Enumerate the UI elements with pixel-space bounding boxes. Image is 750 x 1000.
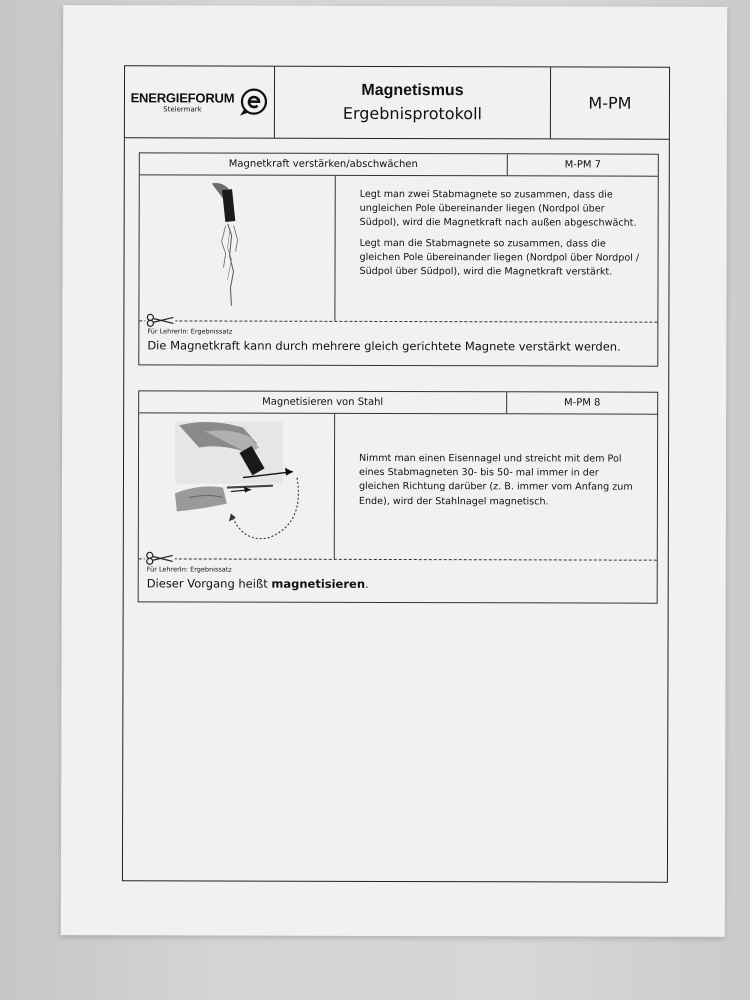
- page-title: Magnetismus: [361, 81, 464, 100]
- protocol-header: [125, 66, 669, 139]
- magnetizing-nail-image: [139, 413, 335, 559]
- card-explanation: [335, 414, 657, 560]
- logo-sub-text: Steiermark: [163, 104, 202, 113]
- result-sentence: Die Magnetkraft kann durch mehrere gleich gerichtete Magnete verstärkt werden.: [147, 338, 621, 354]
- explanation-paragraph: Nimmt man einen Eisennagel und streicht mit dem Pol eines Stabmagneten 30- bis 50- mal immer in der gleichen Richtung darüber (z. B. immer vom Anfang zum Ende), wird der Stahlnagel magnetisch.: [358, 452, 633, 507]
- card-magnetisieren: [138, 390, 659, 603]
- scissors-icon: [145, 551, 175, 565]
- card-header: [140, 153, 658, 176]
- page-subtitle: Ergebnisprotokoll: [342, 103, 483, 124]
- card-body: [139, 175, 657, 321]
- card-code: M-PM 7: [564, 159, 602, 171]
- card-magnetkraft: [138, 152, 659, 366]
- protocol-code: M-PM: [588, 93, 632, 113]
- result-keyword: magnetisieren: [271, 576, 366, 591]
- teacher-note: Für LehrerIn: Ergebnissatz: [147, 327, 233, 336]
- title-cell: [275, 67, 551, 139]
- scissors-icon: [145, 313, 175, 327]
- card-title: Magnetkraft verstärken/abschwächen: [140, 153, 508, 175]
- protocol-frame: [122, 65, 670, 882]
- teacher-note: Für LehrerIn: Ergebnissatz: [146, 565, 232, 574]
- result-suffix: .: [365, 576, 369, 591]
- result-prefix: Dieser Vorgang heißt: [146, 576, 272, 591]
- logo-main-text: ENERGIEFORUM: [130, 89, 235, 106]
- magnet-photo: [139, 175, 335, 321]
- paper-sheet: [61, 5, 727, 937]
- result-sentence: [139, 573, 657, 591]
- magnetize-photo: [139, 413, 335, 559]
- card-code: M-PM 8: [563, 397, 601, 409]
- magnet-with-filings-image: [139, 175, 335, 321]
- card-explanation: [335, 176, 657, 322]
- energieforum-logo: [131, 87, 269, 117]
- card-header: [139, 391, 657, 414]
- explanation-paragraph: Legt man zwei Stabmagnete so zusammen, dass die ungleichen Pole übereinander liegen (Nordpol über Südpol), wird die Magnetkraft nach außen abgeschwächt.: [359, 188, 637, 230]
- logo-cell: [125, 66, 275, 137]
- explanation-paragraph: Legt man die Stabmagnete so zusammen, dass die gleichen Pole übereinander liegen (Nordpol über Nordpol / Südpol über Südpol), wird die Magnetkraft verstärkt.: [359, 237, 640, 278]
- card-body: [139, 413, 657, 559]
- logo-e-icon: [238, 87, 268, 117]
- card-title: Magnetisieren von Stahl: [139, 391, 507, 413]
